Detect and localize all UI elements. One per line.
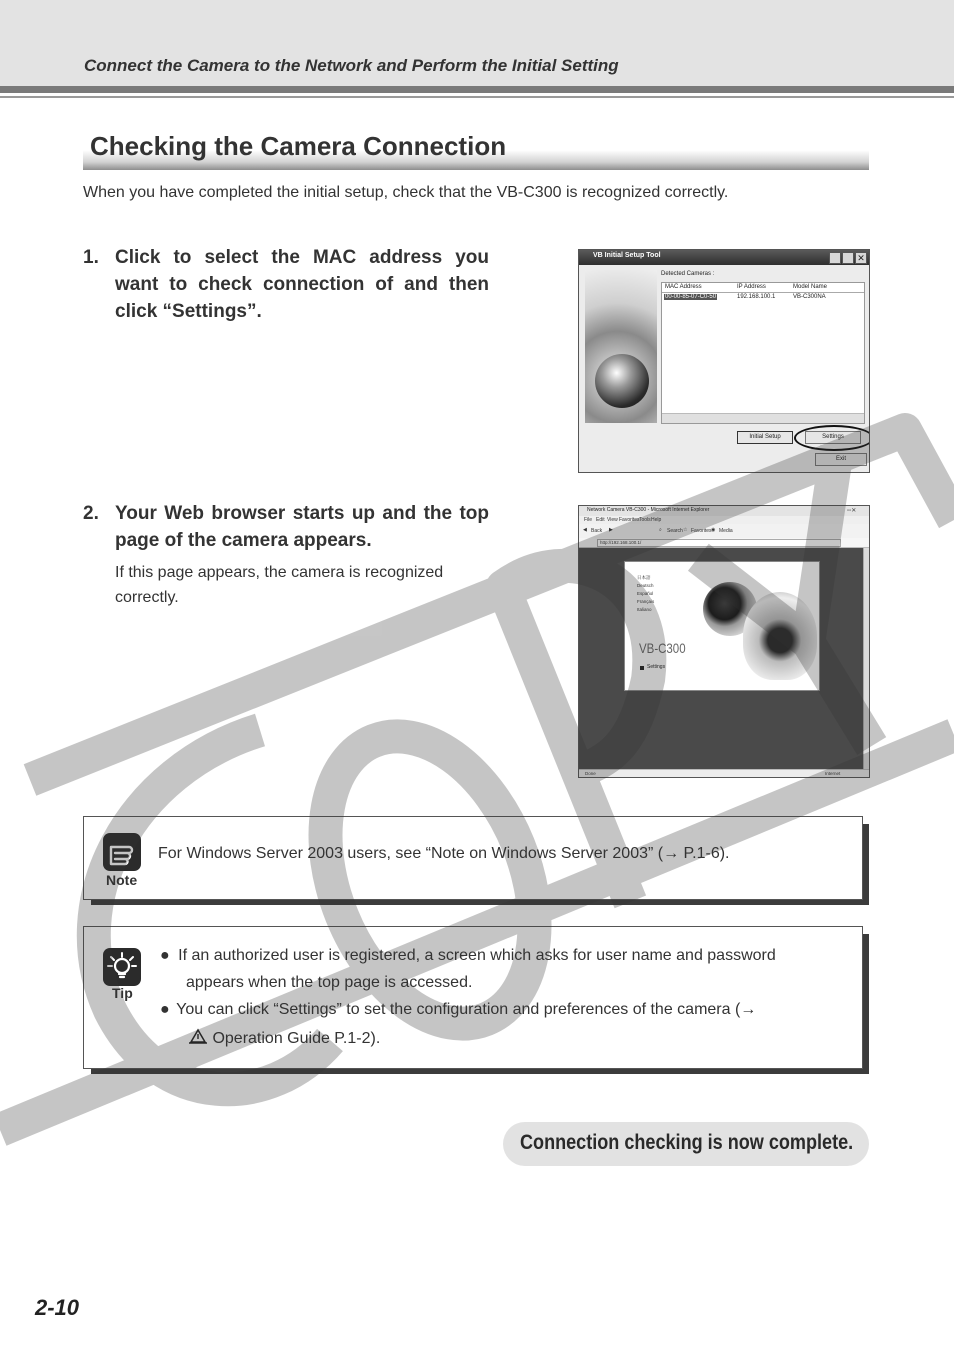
minimize-icon[interactable] <box>829 252 841 264</box>
tip-bullet-2 <box>160 1001 756 1019</box>
media-icon[interactable]: ◉ <box>711 527 716 533</box>
camera-large-icon <box>743 592 817 680</box>
tip-1-line-1: If an authorized user is registered, a screen which asks for user name and password <box>178 947 776 964</box>
window-controls-icon[interactable]: ▫▫✕ <box>847 508 857 514</box>
settings-button[interactable]: Settings <box>805 431 861 444</box>
camera-top-page <box>624 561 820 691</box>
status-left: Done <box>585 771 596 776</box>
column-mac[interactable]: MAC Address <box>665 284 702 290</box>
tip-1-line-2: appears when the top page is accessed. <box>186 974 473 991</box>
language-link[interactable]: Deutsch <box>637 583 654 588</box>
exit-button[interactable]: Exit <box>815 453 867 466</box>
camera-model-label: VB-C300 <box>639 640 686 656</box>
search-label[interactable]: Search <box>667 528 683 534</box>
bullet-icon: ● <box>160 1001 170 1018</box>
globe-graphic <box>585 270 657 423</box>
language-link[interactable]: 日本語 <box>637 575 651 580</box>
header-rule-thick <box>0 86 954 93</box>
globe-icon <box>595 354 649 408</box>
browser-title: Network Camera VB-C300 - Microsoft Internet Explorer <box>587 507 710 513</box>
step-number: 2. <box>83 503 99 524</box>
camera-list-header <box>662 283 864 293</box>
browser-content <box>579 548 863 769</box>
media-label[interactable]: Media <box>719 528 733 534</box>
tip-label: Tip <box>112 985 133 1001</box>
settings-link[interactable]: Settings <box>647 664 666 670</box>
maximize-icon[interactable] <box>842 252 854 264</box>
vertical-scrollbar[interactable] <box>863 548 870 769</box>
column-ip[interactable]: IP Address <box>737 284 766 290</box>
setup-tool-titlebar <box>579 250 869 265</box>
manual-book-icon <box>188 1030 212 1047</box>
section-title: Checking the Camera Connection <box>90 131 507 161</box>
bullet-icon: ● <box>160 947 170 964</box>
menu-favorites[interactable]: Favorites <box>619 517 640 523</box>
note-shadow-right <box>862 824 869 905</box>
header-rule-thin <box>0 96 954 98</box>
intro-paragraph: When you have completed the initial setup, check that the VB-C300 is recognized correctly. <box>83 184 729 201</box>
close-icon[interactable]: ✕ <box>855 252 867 264</box>
step-number: 1. <box>83 247 99 268</box>
step-text: Click to select the MAC address you want to check connection of and then click “Settings”. <box>115 247 489 322</box>
camera-list[interactable] <box>661 282 865 424</box>
browser-toolbar <box>579 524 869 539</box>
search-icon[interactable]: ⌕ <box>659 527 662 533</box>
menu-help[interactable]: Help <box>651 517 662 523</box>
setup-tool-title: VB Initial Setup Tool <box>593 252 661 259</box>
status-right: Internet <box>825 771 841 776</box>
browser-screenshot <box>578 505 870 778</box>
setup-tool-screenshot <box>578 249 870 473</box>
running-header <box>0 0 954 86</box>
language-link[interactable]: Français <box>637 599 655 604</box>
favorites-icon[interactable]: ☆ <box>683 527 688 533</box>
initial-setup-button[interactable]: Initial Setup <box>737 431 793 444</box>
settings-bullet-icon <box>640 666 644 670</box>
forward-icon[interactable]: ▶ <box>609 527 613 533</box>
language-link[interactable]: Español <box>637 591 654 596</box>
tip-lightbulb-icon <box>103 948 141 986</box>
menu-edit[interactable]: Edit <box>596 517 605 523</box>
step-2 <box>83 500 489 554</box>
detected-cameras-label: Detected Cameras : <box>661 271 715 277</box>
back-label[interactable]: Back <box>591 528 603 534</box>
tip-bullet-1 <box>160 947 776 965</box>
address-bar <box>579 538 869 548</box>
tip-2-line-1: You can click “Settings” to set the configuration and preferences of the camera (→ <box>176 1001 757 1018</box>
running-header-title: Connect the Camera to the Network and Perform the Initial Setting <box>84 56 619 75</box>
highlight-circle <box>794 425 870 451</box>
horizontal-scrollbar[interactable] <box>662 413 864 423</box>
section-heading <box>83 126 869 170</box>
tip-shadow-right <box>862 934 869 1074</box>
row-ip: 192.168.100.1 <box>737 294 776 300</box>
note-label: Note <box>106 872 138 888</box>
completion-text: Connection checking is now complete. <box>520 1131 854 1154</box>
language-list <box>637 574 654 614</box>
row-mac[interactable]: 00-00-85-07-C0-50 <box>665 294 717 300</box>
language-link[interactable]: Italiano <box>637 607 652 612</box>
status-bar <box>579 769 869 778</box>
completion-banner <box>503 1122 869 1166</box>
note-text: For Windows Server 2003 users, see “Note on Windows Server 2003” (→ P.1-6). <box>158 845 730 862</box>
tip-2-line-2: Operation Guide P.1-2). <box>212 1030 381 1047</box>
menu-view[interactable]: View <box>607 517 618 523</box>
browser-menubar <box>579 516 869 524</box>
step-1 <box>83 244 489 325</box>
column-model[interactable]: Model Name <box>793 284 828 290</box>
menu-tools[interactable]: Tools <box>639 517 651 523</box>
menu-file[interactable]: File <box>584 517 593 523</box>
page-number: 2-10 <box>35 1295 80 1320</box>
table-row[interactable] <box>662 294 864 303</box>
step-2-description: If this page appears, the camera is recognized correctly. <box>115 564 444 606</box>
row-model: VB-C300NA <box>793 294 826 300</box>
tip-2-line-2-wrap <box>188 1028 380 1048</box>
favorites-label[interactable]: Favorites <box>691 528 712 534</box>
back-icon[interactable]: ◀ <box>583 527 587 533</box>
note-hand-icon <box>103 833 141 871</box>
step-text: Your Web browser starts up and the top page of the camera appears. <box>115 503 489 551</box>
address-input[interactable]: http://192.168.100.1/ <box>597 539 841 547</box>
